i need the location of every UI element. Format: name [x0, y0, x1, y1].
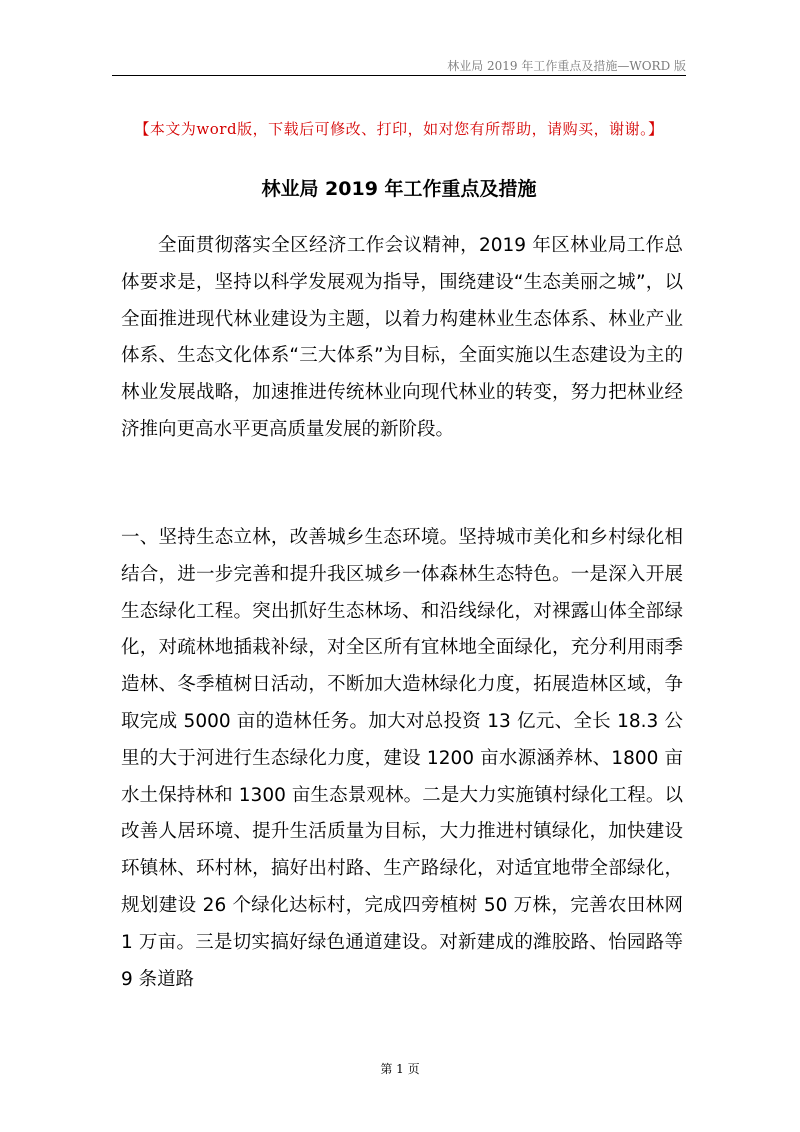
section-one-paragraph: 一、坚持生态立林，改善城乡生态环境。坚持城市美化和乡村绿化相结合，进一步完善和提升我区城乡一体森林生态特色。一是深入开展生态绿化工程。突出抓好生态林场、和沿线绿化，对裸露山体全部绿化，对疏林地插栽补绿，对全区所有宜林地全面绿化，充分利用雨季造林、冬季植树日活动，不断加大造林绿化力度，拓展造林区域，争取完成 5000 亩的造林任务。加大对总投资 13 亿元、全长 18.3 公里的大于河进行生态绿化力度，建设 1200 亩水源涵养林、1800 亩水土保持林和 1300 亩生态景观林。二是大力实施镇村绿化工程。以改善人居环境、提升生活质量为目标，大力推进村镇绿化，加快建设环镇林、环村林，搞好出村路、生产路绿化，对适宜地带全部绿化，规划建设 26 个绿化达标村，完成四旁植树 50 万株，完善农田林网 1 万亩。三是切实搞好绿色通道建设。对新建成的潍胶路、怡园路等 9 条道路 — [121, 527, 683, 990]
document-title: 林业局 2019 年工作重点及措施 — [261, 178, 537, 200]
intro-paragraph: 全面贯彻落实全区经济工作会议精神，2019 年区林业局工作总体要求是，坚持以科学发展观为指导，围绕建设“生态美丽之城”，以全面推进现代林业建设为主题，以着力构建林业生态体系、林业产业体系、生态文化体系“三大体系”为目标，全面实施以生态建设为主的林业发展战略，加速推进传统林业向现代林业的转变，努力把林业经济推向更高水平更高质量发展的新阶段。 — [121, 235, 683, 440]
page-number: 第 1 页 — [380, 1062, 420, 1076]
header-divider — [112, 75, 686, 76]
running-header: 林业局 2019 年工作重点及措施—WORD 版 — [447, 59, 686, 73]
purchase-notice: 【本文为word版，下载后可修改、打印，如对您有所帮助，请购买，谢谢。】 — [134, 120, 664, 138]
